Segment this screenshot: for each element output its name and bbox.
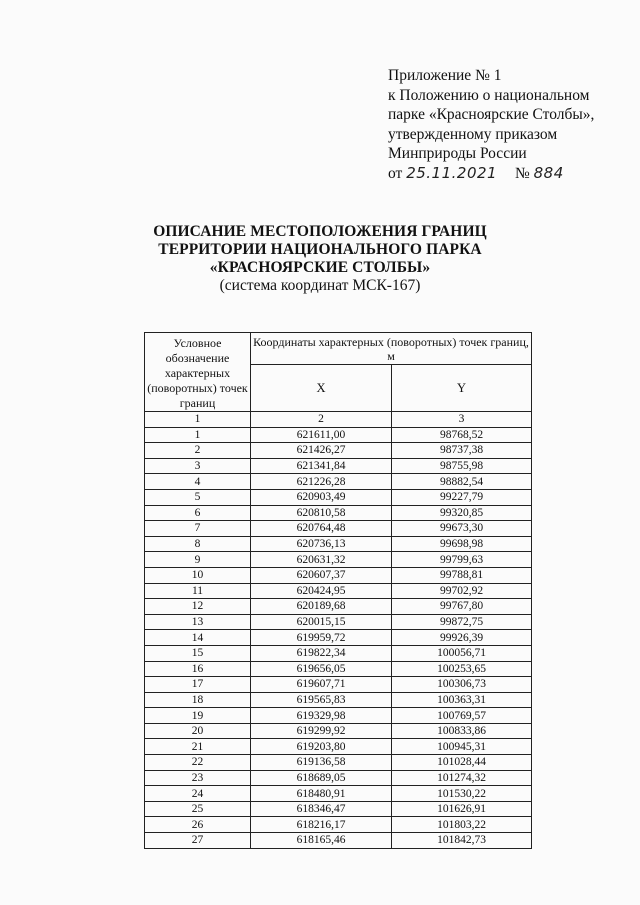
title-line: «КРАСНОЯРСКИЕ СТОЛБЫ» [209,259,431,276]
table-row [145,723,532,739]
handwritten-number: 884 [533,163,564,182]
table-row [145,552,532,568]
table-body [145,427,532,848]
point-number-cell: 21 [145,739,251,755]
handwritten-date: 25.11.2021 [406,163,498,182]
y-coordinate-cell: 101274,32 [392,770,532,786]
x-coordinate-cell: 620189,68 [251,599,392,615]
y-coordinate-cell: 100056,71 [392,645,532,661]
point-number-cell: 4 [145,474,251,490]
header-x: X [251,364,392,411]
table-row [145,708,532,724]
x-coordinate-cell: 620607,37 [251,567,392,583]
y-coordinate-cell: 101626,91 [392,801,532,817]
y-coordinate-cell: 100363,31 [392,692,532,708]
y-coordinate-cell: 99799,63 [392,552,532,568]
table-row [145,427,532,443]
point-number-cell: 18 [145,692,251,708]
point-number-cell: 7 [145,521,251,537]
x-coordinate-cell: 621426,27 [251,443,392,459]
point-number-cell: 23 [145,770,251,786]
x-coordinate-cell: 620764,48 [251,521,392,537]
table-row [145,645,532,661]
column-number: 2 [251,412,392,428]
coordinates-table [144,332,532,849]
y-coordinate-cell: 98768,52 [392,427,532,443]
table-row [145,583,532,599]
table-row [145,661,532,677]
x-coordinate-cell: 618216,17 [251,817,392,833]
x-coordinate-cell: 620903,49 [251,489,392,505]
point-number-cell: 5 [145,489,251,505]
table-row [145,833,532,849]
point-number-cell: 1 [145,427,251,443]
title-line: ТЕРРИТОРИИ НАЦИОНАЛЬНОГО ПАРКА [158,241,482,258]
document-title [0,223,640,277]
point-number-cell: 25 [145,801,251,817]
point-number-cell: 11 [145,583,251,599]
table-row [145,458,532,474]
y-coordinate-cell: 99872,75 [392,614,532,630]
y-coordinate-cell: 99320,85 [392,505,532,521]
x-coordinate-cell: 619822,34 [251,645,392,661]
table-row [145,567,532,583]
appendix-line: к Положению о национальном [388,86,590,104]
y-coordinate-cell: 100253,65 [392,661,532,677]
header-coordinates: Координаты характерных (поворотных) точек границ, м [251,333,532,365]
y-coordinate-cell: 101530,22 [392,786,532,802]
x-coordinate-cell: 619565,83 [251,692,392,708]
y-coordinate-cell: 99926,39 [392,630,532,646]
x-coordinate-cell: 619203,80 [251,739,392,755]
table-row [145,521,532,537]
table-row [145,786,532,802]
x-coordinate-cell: 620631,32 [251,552,392,568]
column-number: 3 [392,412,532,428]
y-coordinate-cell: 98737,38 [392,443,532,459]
header-y: Y [392,364,532,411]
x-coordinate-cell: 618165,46 [251,833,392,849]
x-coordinate-cell: 618689,05 [251,770,392,786]
y-coordinate-cell: 100833,86 [392,723,532,739]
header-point-label: Условное обозначение характерных (поворотных) точек границ [145,333,251,412]
point-number-cell: 24 [145,786,251,802]
table-row [145,489,532,505]
point-number-cell: 14 [145,630,251,646]
table-row [145,505,532,521]
table-row [145,770,532,786]
point-number-cell: 3 [145,458,251,474]
y-coordinate-cell: 99702,92 [392,583,532,599]
x-coordinate-cell: 619656,05 [251,661,392,677]
number-label: № [514,164,530,182]
x-coordinate-cell: 620424,95 [251,583,392,599]
point-number-cell: 15 [145,645,251,661]
x-coordinate-cell: 620015,15 [251,614,392,630]
point-number-cell: 6 [145,505,251,521]
x-coordinate-cell: 620736,13 [251,536,392,552]
x-coordinate-cell: 619959,72 [251,630,392,646]
table-row [145,614,532,630]
x-coordinate-cell: 621341,84 [251,458,392,474]
point-number-cell: 12 [145,599,251,615]
coordinate-system-subtitle: (система координат МСК-167) [219,277,421,294]
title-line: ОПИСАНИЕ МЕСТОПОЛОЖЕНИЯ ГРАНИЦ [153,223,487,240]
point-number-cell: 16 [145,661,251,677]
table-row [145,755,532,771]
y-coordinate-cell: 99227,79 [392,489,532,505]
table-row [145,474,532,490]
point-number-cell: 22 [145,755,251,771]
appendix-line: Приложение № 1 [388,67,502,84]
x-coordinate-cell: 621226,28 [251,474,392,490]
y-coordinate-cell: 99673,30 [392,521,532,537]
column-number: 1 [145,412,251,428]
table-row [145,677,532,693]
table-row [145,599,532,615]
point-number-cell: 20 [145,723,251,739]
point-number-cell: 17 [145,677,251,693]
table-row [145,443,532,459]
appendix-line: Минприроды России [388,145,527,162]
x-coordinate-cell: 619329,98 [251,708,392,724]
x-coordinate-cell: 618346,47 [251,801,392,817]
point-number-cell: 19 [145,708,251,724]
x-coordinate-cell: 621611,00 [251,427,392,443]
point-number-cell: 26 [145,817,251,833]
appendix-date-line [388,164,623,184]
point-number-cell: 27 [145,833,251,849]
x-coordinate-cell: 619299,92 [251,723,392,739]
appendix-block [388,66,623,183]
point-number-cell: 9 [145,552,251,568]
y-coordinate-cell: 99698,98 [392,536,532,552]
table-row [145,817,532,833]
point-number-cell: 13 [145,614,251,630]
y-coordinate-cell: 98882,54 [392,474,532,490]
x-coordinate-cell: 619136,58 [251,755,392,771]
table-row [145,692,532,708]
y-coordinate-cell: 99788,81 [392,567,532,583]
y-coordinate-cell: 99767,80 [392,599,532,615]
point-number-cell: 10 [145,567,251,583]
table-row [145,739,532,755]
y-coordinate-cell: 100306,73 [392,677,532,693]
from-label: от [388,164,403,182]
y-coordinate-cell: 101028,44 [392,755,532,771]
x-coordinate-cell: 618480,91 [251,786,392,802]
y-coordinate-cell: 101842,73 [392,833,532,849]
table-row [145,801,532,817]
y-coordinate-cell: 98755,98 [392,458,532,474]
y-coordinate-cell: 100945,31 [392,739,532,755]
x-coordinate-cell: 620810,58 [251,505,392,521]
point-number-cell: 8 [145,536,251,552]
table-row [145,536,532,552]
y-coordinate-cell: 101803,22 [392,817,532,833]
appendix-line: утвержденному приказом [388,125,558,143]
appendix-line: парке «Красноярские Столбы», [388,106,595,123]
table-row [145,630,532,646]
y-coordinate-cell: 100769,57 [392,708,532,724]
x-coordinate-cell: 619607,71 [251,677,392,693]
point-number-cell: 2 [145,443,251,459]
